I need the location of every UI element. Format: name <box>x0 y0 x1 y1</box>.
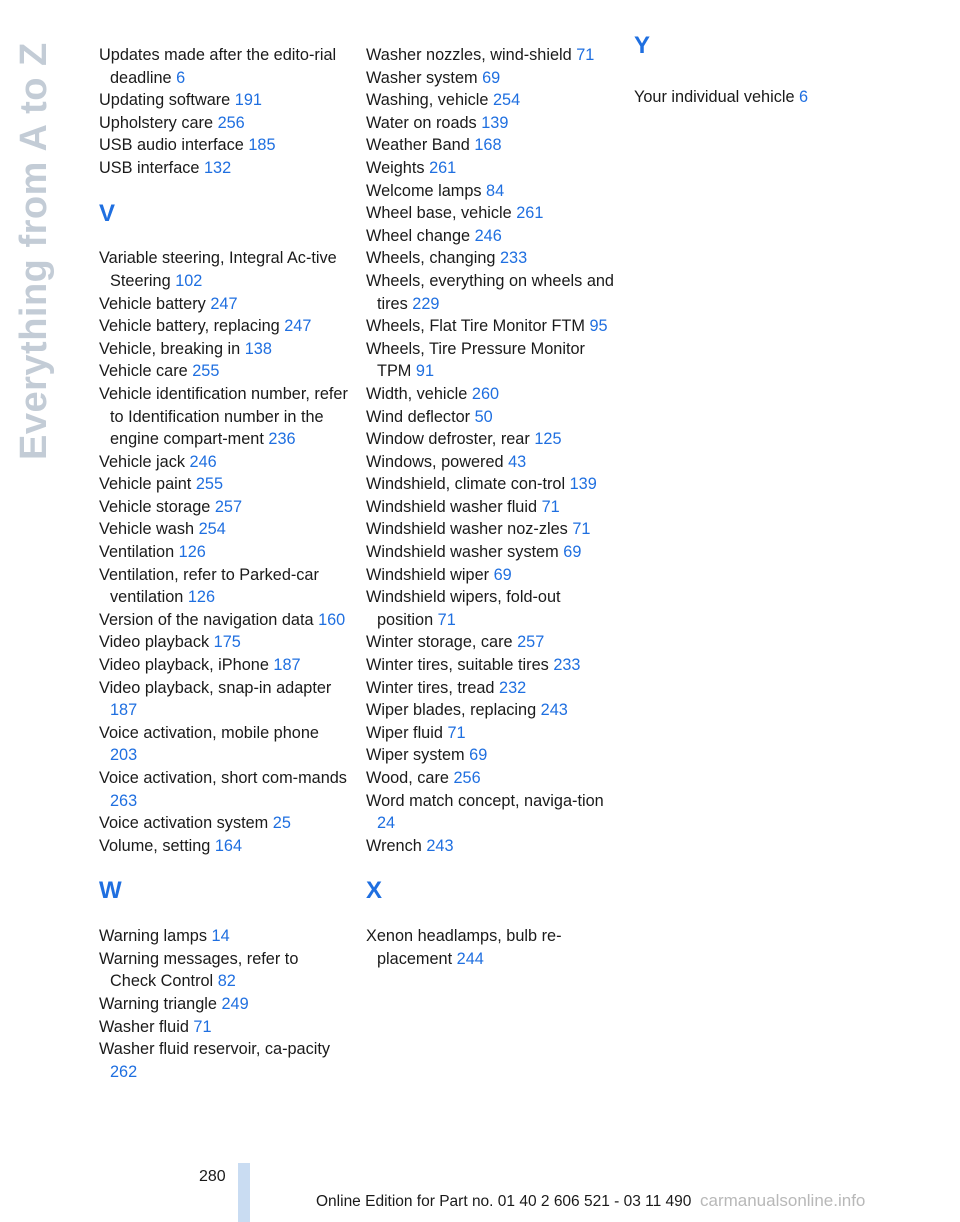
index-page-link[interactable]: 126 <box>187 588 216 607</box>
index-page-link[interactable]: 82 <box>217 972 236 991</box>
index-entry <box>99 496 349 519</box>
index-entry <box>366 44 616 67</box>
index-entry <box>366 67 616 90</box>
index-column-1 <box>99 44 349 1083</box>
index-page-link[interactable]: 164 <box>214 836 243 855</box>
index-entry-text: Vehicle storage <box>99 497 211 516</box>
index-entry <box>99 812 349 835</box>
index-entry-text: Windshield, climate con-trol <box>366 475 566 494</box>
index-page-link[interactable]: 168 <box>474 136 502 155</box>
index-entry-text: Winter tires, suitable tires <box>366 656 549 675</box>
index-entry-text: Wheel base, vehicle <box>366 204 512 223</box>
index-entry <box>366 383 616 406</box>
index-page-link[interactable]: 6 <box>176 68 186 87</box>
index-page-link[interactable]: 102 <box>175 271 203 290</box>
index-page-link[interactable]: 71 <box>541 497 560 516</box>
index-entry <box>366 112 616 135</box>
index-entry <box>366 564 616 587</box>
index-page-link[interactable]: 243 <box>426 836 454 855</box>
index-entry <box>99 134 349 157</box>
index-entry-text: Voice activation, short com-mands <box>99 769 347 788</box>
index-page-link[interactable]: 126 <box>178 543 206 562</box>
index-page-link[interactable]: 257 <box>517 633 545 652</box>
index-entry-text: Ventilation, refer to Parked-car ventilation <box>99 565 319 607</box>
index-page-link[interactable]: 257 <box>214 497 243 516</box>
side-title-text: Everything from A to Z <box>13 42 55 460</box>
index-entry-text: Wheels, Flat Tire Monitor FTM <box>366 317 585 336</box>
index-page-link[interactable]: 71 <box>572 520 591 539</box>
footer-edition-text: Online Edition for Part no. 01 40 2 606 521 - 03 11 490 <box>316 1193 692 1210</box>
index-entry <box>99 948 349 993</box>
index-page-link[interactable]: 69 <box>482 68 501 87</box>
index-entry <box>366 586 616 631</box>
index-entry-text: Vehicle identification number, refer to Identification number in the engine compart-ment <box>99 384 348 449</box>
index-entry <box>99 518 349 541</box>
index-page-link[interactable]: 71 <box>193 1017 212 1036</box>
index-page-link[interactable]: 261 <box>516 204 544 223</box>
index-entry-text: Warning lamps <box>99 927 207 946</box>
index-entry-text: Windshield washer noz-zles <box>366 520 568 539</box>
index-entry <box>366 541 616 564</box>
side-section-title <box>0 0 60 460</box>
index-entry <box>99 722 349 767</box>
index-page-link[interactable]: 25 <box>272 814 291 833</box>
index-entry-text: Vehicle battery, replacing <box>99 317 280 336</box>
index-page-link[interactable]: 249 <box>221 994 249 1013</box>
index-page-link[interactable]: 185 <box>248 136 276 155</box>
index-page-link[interactable]: 191 <box>234 91 262 110</box>
index-entry <box>366 406 616 429</box>
index-entry-text: Weights <box>366 158 425 177</box>
index-entry-text: Vehicle care <box>99 362 188 381</box>
index-page-link[interactable]: 256 <box>453 769 481 787</box>
index-entry-text: Washing, vehicle <box>366 91 489 110</box>
index-entry-text: Wind deflector <box>366 407 471 426</box>
index-entry <box>99 609 349 632</box>
index-entry-text: Variable steering, Integral Ac-tive Steering <box>99 249 337 290</box>
page-number: 280 <box>199 1168 226 1185</box>
index-entry-text: Word match concept, naviga-tion <box>366 791 604 810</box>
index-page-link[interactable]: 175 <box>213 633 241 652</box>
index-entry <box>366 496 616 519</box>
index-entry <box>366 134 616 157</box>
index-entry <box>366 518 616 541</box>
index-page-link[interactable]: 71 <box>576 46 595 64</box>
index-page-link[interactable]: 255 <box>195 475 224 494</box>
index-entry <box>366 315 616 338</box>
index-entry <box>99 631 349 654</box>
index-page-link[interactable]: 50 <box>474 407 493 426</box>
index-entry-text: Wood, care <box>366 769 449 787</box>
index-entry-text: Vehicle, breaking in <box>99 339 241 358</box>
index-entry-text: Welcome lamps <box>366 181 482 200</box>
index-entry-text: Wheels, changing <box>366 249 496 268</box>
index-entry-text: Voice activation, mobile phone <box>99 723 319 742</box>
index-entry <box>99 157 349 180</box>
index-page-link[interactable]: 69 <box>563 543 582 562</box>
index-entry <box>99 767 349 812</box>
index-entry <box>99 564 349 609</box>
index-entry <box>366 247 616 270</box>
index-entry-text: Your individual vehicle <box>634 88 795 106</box>
index-entry-text: USB interface <box>99 158 200 177</box>
index-entry-text: Upholstery care <box>99 113 214 132</box>
index-entry <box>99 451 349 474</box>
index-entry <box>99 315 349 338</box>
index-page-link[interactable]: 91 <box>415 362 435 381</box>
index-page-link[interactable]: 203 <box>110 746 138 765</box>
index-entry <box>366 202 616 225</box>
index-entry <box>99 1038 349 1083</box>
index-entry-text: Warning messages, refer to Check Control <box>99 949 299 991</box>
index-page-link[interactable]: 14 <box>211 927 230 946</box>
index-page-link[interactable]: 132 <box>203 158 232 177</box>
index-entry-text: Windshield washer system <box>366 543 559 562</box>
index-entry-text: Wiper system <box>366 746 465 765</box>
index-entry-text: Windshield washer fluid <box>366 497 538 516</box>
index-entry <box>366 89 616 112</box>
index-entry <box>366 473 616 496</box>
index-page-link[interactable]: 247 <box>210 294 238 313</box>
watermark-text: carmanualsonline.info <box>700 1191 866 1210</box>
index-entry <box>366 631 616 654</box>
index-entry <box>99 293 349 316</box>
index-entry <box>99 360 349 383</box>
index-letter-heading: W <box>99 877 122 905</box>
index-entry <box>99 473 349 496</box>
index-entry <box>99 383 349 451</box>
footer-accent-bar <box>238 1163 250 1222</box>
index-entry-text: Washer fluid <box>99 1017 189 1036</box>
index-page-link[interactable]: 254 <box>198 520 226 539</box>
index-page-link[interactable]: 125 <box>534 430 562 449</box>
index-entry-text: Width, vehicle <box>366 384 468 403</box>
index-entry-text: Updates made after the edito-rial deadline <box>99 46 337 87</box>
index-entry <box>366 157 616 180</box>
index-entry <box>366 338 616 383</box>
index-page-link[interactable]: 71 <box>447 723 466 742</box>
index-entry <box>99 654 349 677</box>
index-entry <box>99 993 349 1016</box>
index-page-link[interactable]: 69 <box>493 565 512 584</box>
index-entry-text: Voice activation system <box>99 814 269 833</box>
index-entry-text: Water on roads <box>366 113 477 132</box>
index-page-link[interactable]: 138 <box>244 339 272 358</box>
index-entry <box>99 112 349 135</box>
index-entry <box>634 86 884 109</box>
index-entry-text: Video playback, snap-in adapter <box>99 678 332 697</box>
index-entry-text: Windshield wiper <box>366 565 490 584</box>
index-entry <box>99 1016 349 1039</box>
index-page-link[interactable]: 243 <box>540 701 568 720</box>
index-entry-text: Washer system <box>366 68 478 87</box>
index-entry <box>99 247 349 292</box>
index-entry-text: Video playback, iPhone <box>99 656 269 675</box>
index-entry-text: Washer nozzles, wind-shield <box>366 46 572 64</box>
index-entry <box>366 744 616 767</box>
index-page-link[interactable]: 261 <box>429 158 457 177</box>
index-page-link[interactable]: 244 <box>456 949 484 968</box>
index-page-link[interactable]: 160 <box>318 610 346 629</box>
index-page-link[interactable]: 95 <box>589 317 608 336</box>
index-entry-text: Windows, powered <box>366 452 504 471</box>
index-page-link[interactable]: 69 <box>469 746 488 765</box>
index-entry <box>366 451 616 474</box>
index-entry <box>366 677 616 700</box>
index-page-link[interactable]: 139 <box>569 475 597 494</box>
index-entry-text: Weather Band <box>366 136 470 155</box>
index-entry-text: Xenon headlamps, bulb re-placement <box>366 927 562 968</box>
index-entry-text: Vehicle paint <box>99 475 192 494</box>
index-entry-text: Window defroster, rear <box>366 430 530 449</box>
index-entry <box>366 925 616 970</box>
index-entry <box>366 835 616 858</box>
index-entry <box>99 541 349 564</box>
index-page-link[interactable]: 229 <box>412 294 440 313</box>
index-page-link[interactable]: 236 <box>268 430 296 449</box>
index-entry <box>366 722 616 745</box>
index-page-link[interactable]: 260 <box>471 384 500 403</box>
index-entry-text: Vehicle battery <box>99 294 206 313</box>
index-entry <box>366 654 616 677</box>
index-entry-text: USB audio interface <box>99 136 244 155</box>
index-page-link[interactable]: 247 <box>284 317 312 336</box>
index-page-link[interactable]: 6 <box>799 88 809 106</box>
index-entry-text: Winter storage, care <box>366 633 513 652</box>
index-entry-text: Wheels, everything on wheels and tires <box>366 271 614 313</box>
index-page-link[interactable]: 84 <box>486 181 505 200</box>
index-page-link[interactable]: 24 <box>377 814 396 833</box>
index-entry-text: Video playback <box>99 633 210 652</box>
index-entry-text: Wheels, Tire Pressure Monitor TPM <box>366 339 585 381</box>
index-letter-heading: V <box>99 199 116 227</box>
index-entry-text: Wiper blades, replacing <box>366 701 537 720</box>
index-entry-text: Windshield wipers, fold-out position <box>366 588 561 629</box>
index-entry-text: Warning triangle <box>99 994 217 1013</box>
index-page-link[interactable]: 263 <box>110 791 138 810</box>
index-entry-text: Wrench <box>366 836 422 855</box>
index-entry-text: Vehicle jack <box>99 452 185 471</box>
index-entry <box>366 180 616 203</box>
index-page-link[interactable]: 139 <box>481 113 509 132</box>
index-entry-text: Version of the navigation data <box>99 610 314 629</box>
index-entry <box>99 835 349 858</box>
index-column-2 <box>366 44 616 970</box>
index-entry-text: Winter tires, tread <box>366 678 495 697</box>
index-entry-text: Wiper fluid <box>366 723 443 742</box>
index-page-link[interactable]: 43 <box>508 452 527 471</box>
index-entry-text: Vehicle wash <box>99 520 195 539</box>
index-entry-text: Volume, setting <box>99 836 211 855</box>
index-page-link[interactable]: 254 <box>493 91 521 110</box>
index-entry <box>366 790 616 835</box>
index-entry-text: Ventilation <box>99 543 175 562</box>
index-entry-text: Wheel change <box>366 226 471 245</box>
index-page-link[interactable]: 187 <box>273 656 301 675</box>
index-entry <box>99 89 349 112</box>
index-page-link[interactable]: 71 <box>437 610 456 629</box>
index-letter-heading: X <box>366 877 383 905</box>
index-page-link[interactable]: 233 <box>499 249 528 268</box>
index-entry <box>366 225 616 248</box>
index-entry-text: Washer fluid reservoir, ca-pacity <box>99 1040 331 1059</box>
index-entry <box>366 270 616 315</box>
index-entry <box>366 767 616 790</box>
index-letter-heading: Y <box>634 32 651 59</box>
index-page-link[interactable]: 262 <box>110 1062 138 1081</box>
index-entry <box>99 677 349 722</box>
index-entry <box>366 428 616 451</box>
index-entry <box>99 925 349 948</box>
index-page-link[interactable]: 232 <box>499 678 527 697</box>
index-page-link[interactable]: 256 <box>217 113 245 132</box>
index-entry <box>366 699 616 722</box>
index-entry <box>99 44 349 89</box>
index-page-link[interactable]: 233 <box>553 656 581 675</box>
index-entry-text: Updating software <box>99 91 231 110</box>
index-page-link[interactable]: 246 <box>189 452 217 471</box>
index-column-3 <box>634 32 884 109</box>
index-page-link[interactable]: 255 <box>192 362 220 381</box>
index-entry <box>99 338 349 361</box>
index-page-link[interactable]: 187 <box>110 701 138 720</box>
index-page-link[interactable]: 246 <box>474 226 502 245</box>
